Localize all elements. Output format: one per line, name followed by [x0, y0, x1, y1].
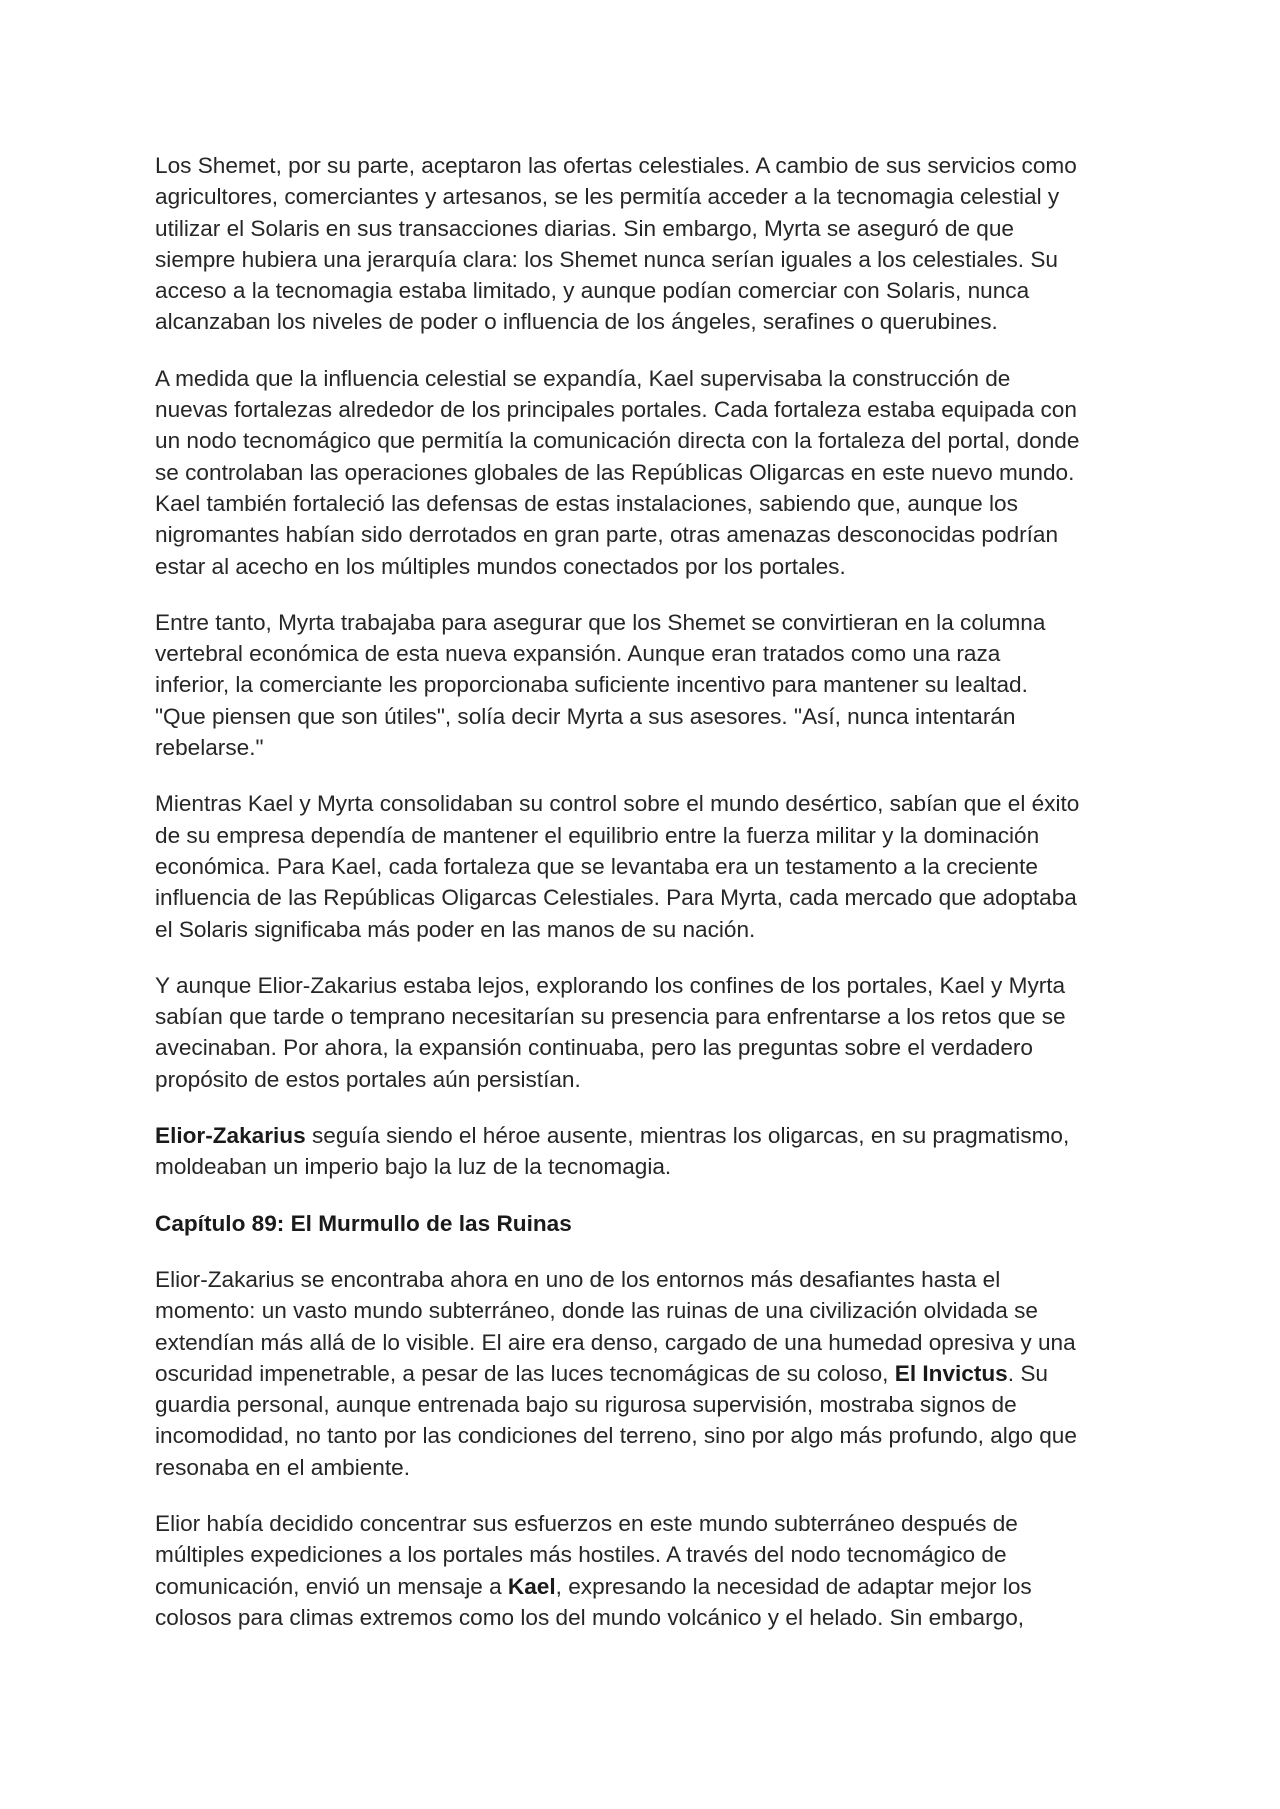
paragraph-myrta — [155, 607, 1137, 763]
text-line: un nodo tecnomágico que permitía la comunicación directa con la fortaleza del portal, donde — [155, 428, 1080, 454]
bold-name: Kael — [507, 1573, 556, 1599]
text-line: extendían más allá de lo visible. El aire era denso, cargado de una humedad opresiva y una — [155, 1329, 1076, 1355]
text-segment: , expresando la necesidad de adaptar mejor los — [555, 1573, 1032, 1599]
text-line: utilizar el Solaris en sus transacciones diarias. Sin embargo, Myrta se aseguró de que — [155, 215, 1014, 241]
text-line: propósito de estos portales aún persistían. — [155, 1066, 581, 1092]
text-line — [155, 1120, 1137, 1151]
text-segment: comunicación, envió un mensaje a — [155, 1573, 508, 1599]
text-line: de su empresa dependía de mantener el equilibrio entre la fuerza militar y la dominación — [155, 822, 1040, 848]
text-line: sabían que tarde o temprano necesitarían su presencia para enfrentarse a los retos que se — [155, 1004, 1066, 1030]
text-line: económica. Para Kael, cada fortaleza que se levantaba era un testamento a la creciente — [155, 853, 1038, 879]
text-line: "Que piensen que son útiles", solía decir Myrta a sus asesores. "Así, nunca intentarán — [155, 703, 1016, 729]
text-line — [155, 1358, 1137, 1389]
text-line: resonaba en el ambiente. — [155, 1454, 410, 1480]
text-segment: . Su — [1007, 1360, 1048, 1386]
text-line: Elior-Zakarius se encontraba ahora en uno de los entornos más desafiantes hasta el — [155, 1266, 1001, 1292]
text-line: múltiples expediciones a los portales más hostiles. A través del nodo tecnomágico de — [155, 1542, 1007, 1568]
text-line: agricultores, comerciantes y artesanos, se les permitía acceder a la tecnomagia celestial y — [155, 184, 1060, 210]
text-line: Mientras Kael y Myrta consolidaban su control sobre el mundo desértico, sabían que el éxito — [155, 791, 1080, 817]
chapter-heading: Capítulo 89: El Murmullo de las Ruinas — [155, 1210, 572, 1236]
text-line — [155, 1571, 1137, 1602]
text-line: Y aunque Elior-Zakarius estaba lejos, explorando los confines de los portales, Kael y Myrta — [155, 972, 1066, 998]
text-line: acceso a la tecnomagia estaba limitado, y aunque podían comerciar con Solaris, nunca — [155, 278, 1030, 304]
text-line: Entre tanto, Myrta trabajaba para asegurar que los Shemet se convirtieran en la columna — [155, 609, 1046, 635]
text-line: estar al acecho en los múltiples mundos conectados por los portales. — [155, 553, 846, 579]
paragraph-control — [155, 788, 1137, 944]
text-line: siempre hubiera una jerarquía clara: los Shemet nunca serían iguales a los celestiales. Su — [155, 246, 1058, 272]
text-line: nuevas fortalezas alrededor de los principales portales. Cada fortaleza estaba equipada con — [155, 397, 1077, 423]
text-line: moldeaban un imperio bajo la luz de la tecnomagia. — [155, 1154, 672, 1180]
text-line: A medida que la influencia celestial se expandía, Kael supervisaba la construcción de — [155, 365, 1011, 391]
bold-name: Elior-Zakarius — [155, 1123, 306, 1149]
paragraph-mundo-subterraneo — [155, 1264, 1137, 1483]
text-line: influencia de las Repúblicas Oligarcas Celestiales. Para Myrta, cada mercado que adoptaba — [155, 885, 1077, 911]
document-body — [155, 150, 1137, 1658]
text-line: Elior había decidido concentrar sus esfuerzos en este mundo subterráneo después de — [155, 1510, 1018, 1536]
text-line: momento: un vasto mundo subterráneo, donde las ruinas de una civilización olvidada se — [155, 1298, 1038, 1324]
bold-name: El Invictus — [894, 1360, 1008, 1386]
paragraph-elior-lejos — [155, 970, 1137, 1095]
text-line: el Solaris significaba más poder en las manos de su nación. — [155, 916, 756, 942]
paragraph-heroe-ausente — [155, 1120, 1137, 1183]
text-line: alcanzaban los niveles de poder o influencia de los ángeles, serafines o querubines. — [155, 309, 998, 335]
paragraph-fortalezas — [155, 363, 1137, 582]
text-line: incomodidad, no tanto por las condiciones del terreno, sino por algo más profundo, algo que — [155, 1423, 1077, 1449]
text-line: colosos para climas extremos como los del mundo volcánico y el helado. Sin embargo, — [155, 1604, 1025, 1630]
text-line: Los Shemet, por su parte, aceptaron las ofertas celestiales. A cambio de sus servicios como — [155, 153, 1077, 178]
text-line: rebelarse." — [155, 735, 264, 761]
text-line: avecinaban. Por ahora, la expansión continuaba, pero las preguntas sobre el verdadero — [155, 1035, 1033, 1061]
text-line: inferior, la comerciante les proporcionaba suficiente incentivo para mantener su lealtad. — [155, 672, 1028, 698]
text-line: Kael también fortaleció las defensas de estas instalaciones, sabiendo que, aunque los — [155, 490, 1018, 516]
text-line: nigromantes habían sido derrotados en gran parte, otras amenazas desconocidas podrían — [155, 522, 1059, 548]
text-segment: seguía siendo el héroe ausente, mientras los oligarcas, en su pragmatismo, — [305, 1123, 1070, 1149]
paragraph-shemet — [155, 150, 1137, 338]
text-line: vertebral económica de esta nueva expansión. Aunque eran tratados como una raza — [155, 641, 1001, 667]
paragraph-expediciones — [155, 1508, 1137, 1633]
text-line: se controlaban las operaciones globales de las Repúblicas Oligarcas en este nuevo mundo. — [155, 459, 1075, 485]
text-segment: oscuridad impenetrable, a pesar de las luces tecnomágicas de su coloso, — [155, 1360, 895, 1386]
text-line: guardia personal, aunque entrenada bajo su rigurosa supervisión, mostraba signos de — [155, 1392, 1017, 1418]
